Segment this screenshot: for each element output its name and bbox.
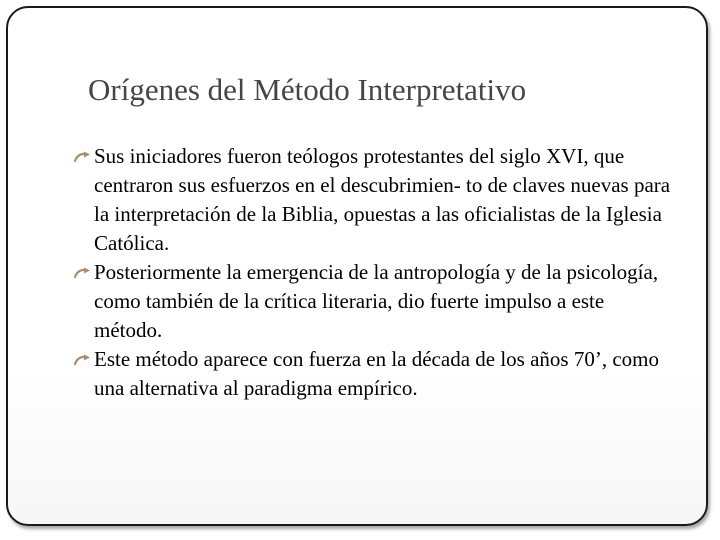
bullet-item (72, 258, 672, 345)
slide-frame (6, 6, 708, 526)
bullet-list (72, 142, 672, 403)
bullet-text: Este método aparece con fuerza en la década de los años 70’, como una alternativa al paradigma empírico. (94, 347, 659, 400)
bullet-text: Sus iniciadores fueron teólogos protestantes del siglo XVI, que centraron sus esfuerzos en el descubrimien- to de claves nuevas para la interpretación de la Biblia, opuestas a las oficialistas de la Iglesia Católica. (94, 144, 671, 255)
slide-title: Orígenes del Método Interpretativo (88, 72, 527, 107)
curved-arrow-bullet-icon (74, 354, 92, 366)
bullet-item (72, 345, 672, 403)
curved-arrow-bullet-icon (74, 267, 92, 279)
bullet-item (72, 142, 672, 258)
curved-arrow-bullet-icon (74, 151, 92, 163)
bullet-text: Posteriormente la emergencia de la antropología y de la psicología, como también de la crítica literaria, dio fuerte impulso a este método. (94, 260, 659, 342)
